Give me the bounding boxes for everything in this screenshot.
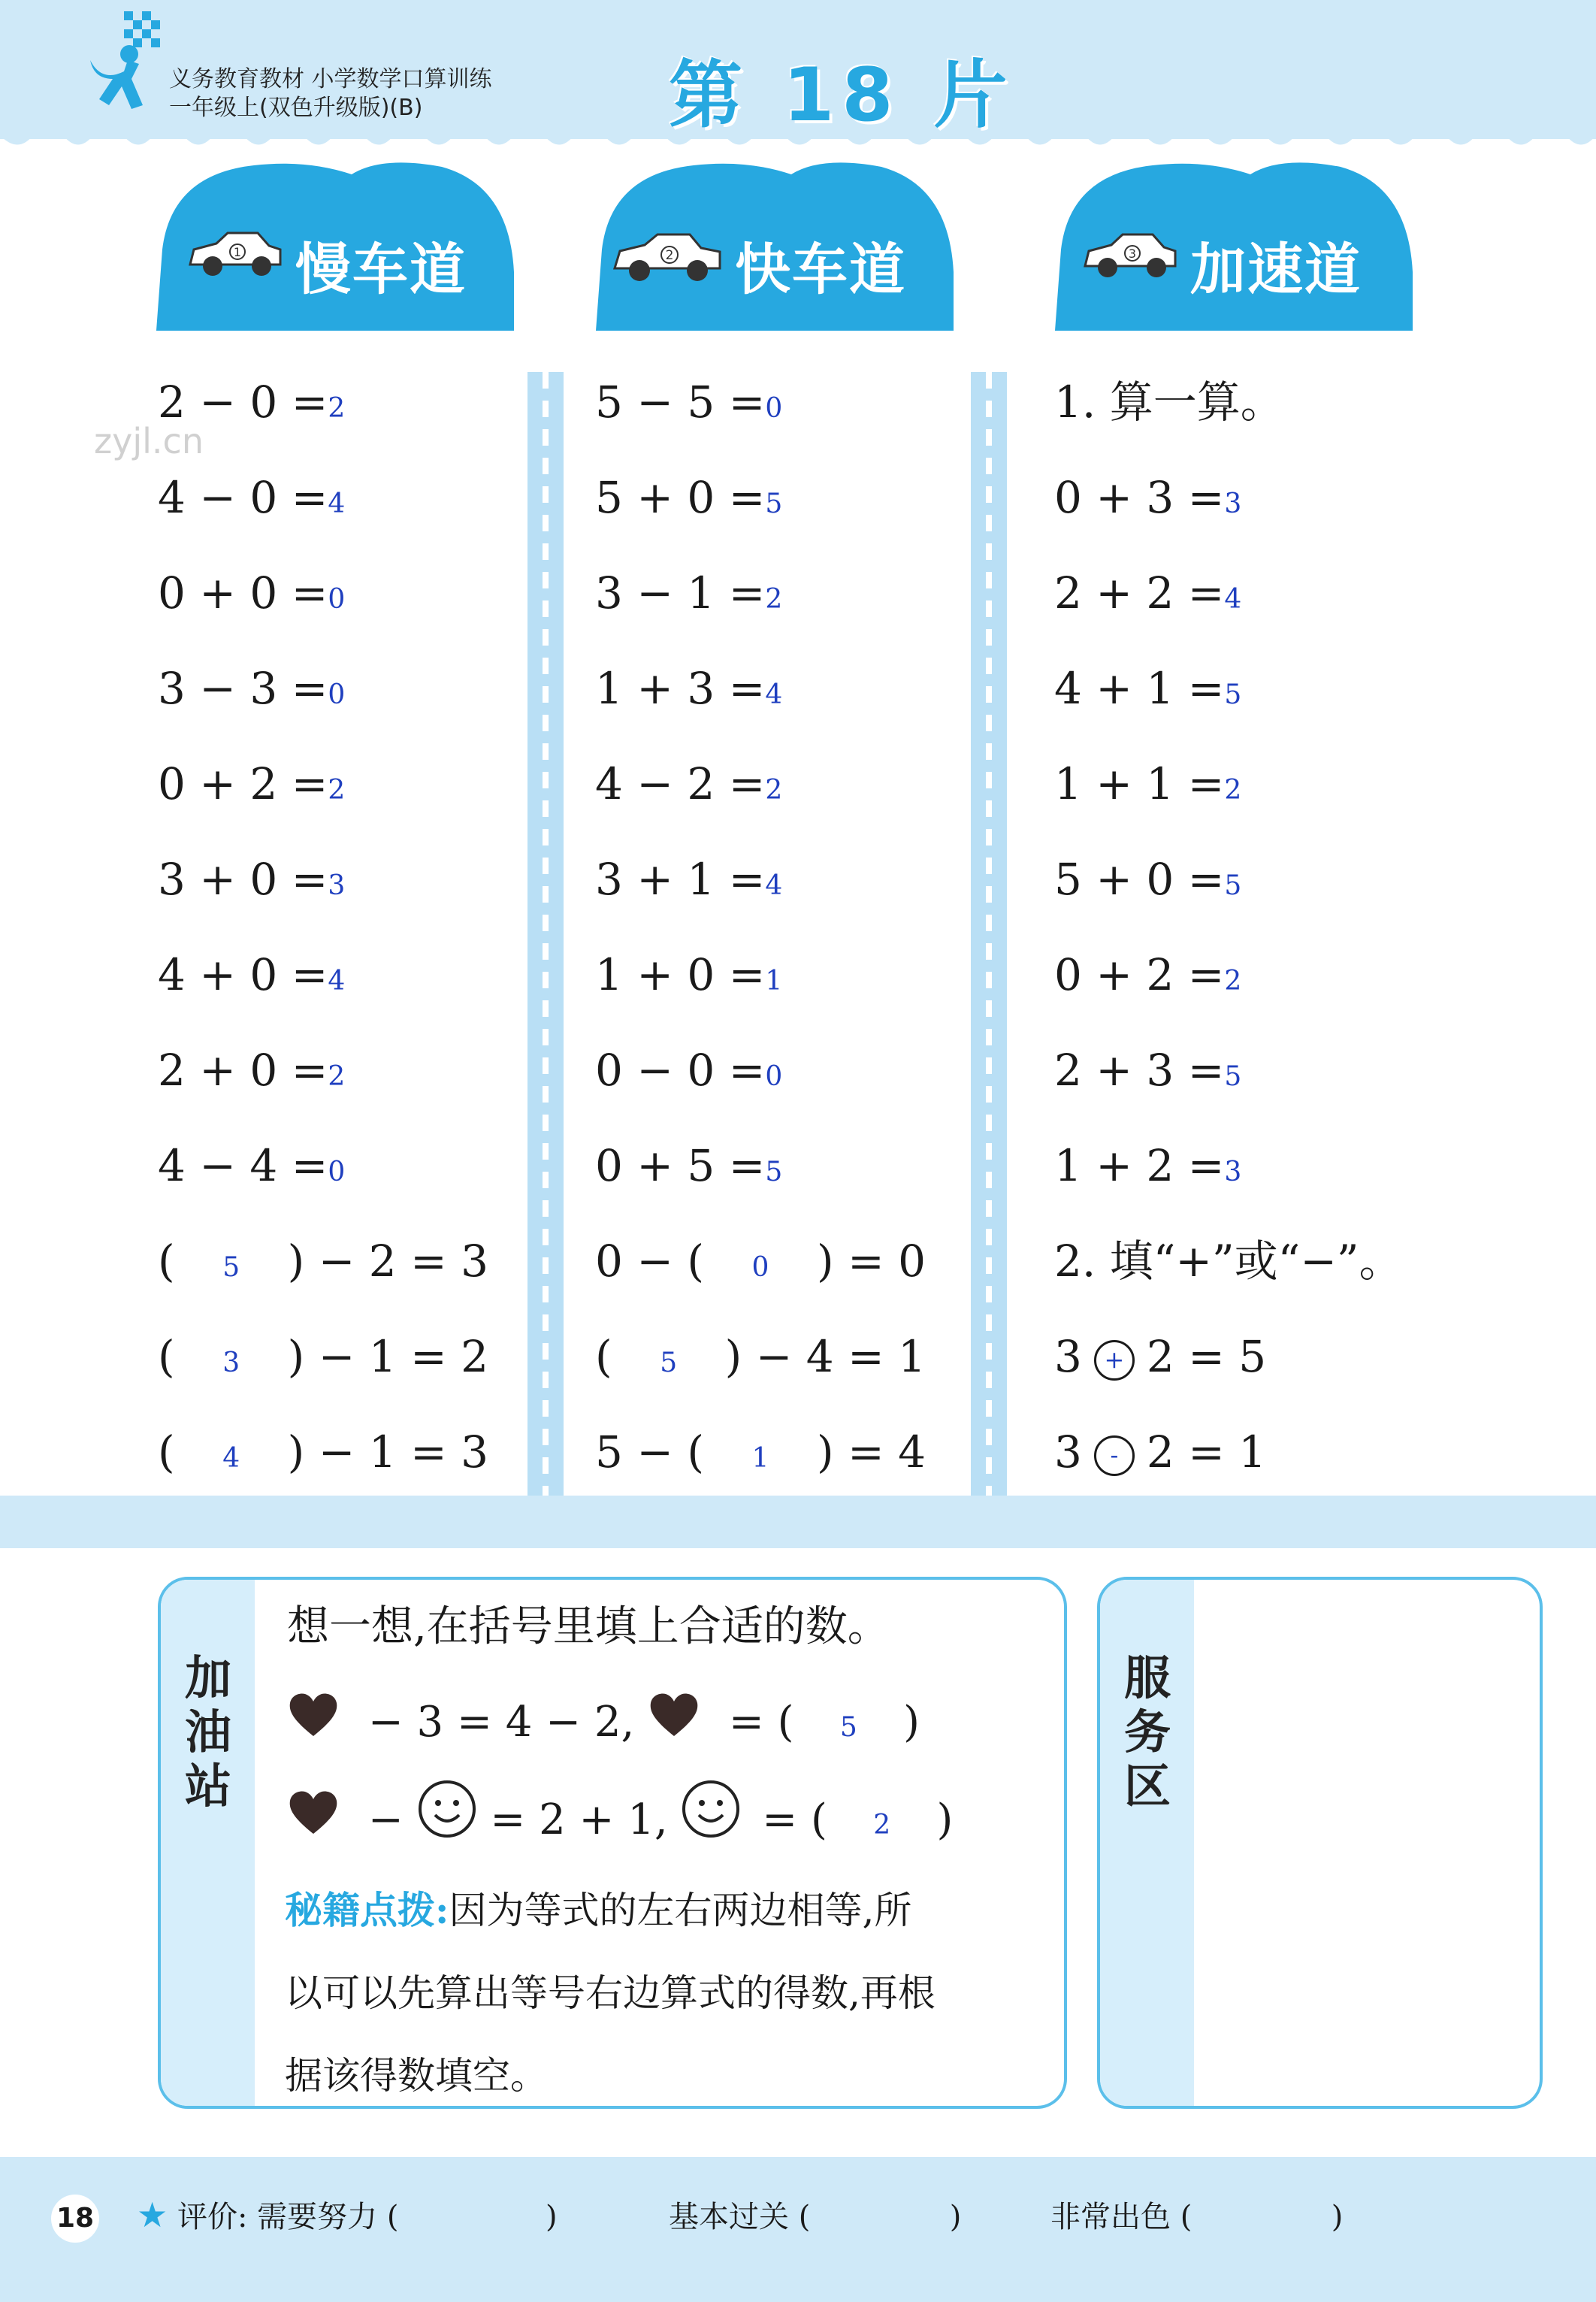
answer[interactable]: 2 xyxy=(1224,775,1242,806)
answer[interactable]: 3 xyxy=(222,1348,240,1378)
equation-row: 3 − 3 =0 xyxy=(158,663,346,714)
answer[interactable]: 5 xyxy=(765,1157,783,1187)
heart-icon xyxy=(287,1684,340,1767)
refuel-label: 加油站 xyxy=(184,1650,231,1813)
equation-row: 4 + 0 =4 xyxy=(158,949,346,1000)
equation-row: 5 + 0 =5 xyxy=(1054,854,1242,905)
answer[interactable]: 4 xyxy=(765,870,783,901)
equation-row: 2 + 0 =2 xyxy=(158,1045,346,1096)
answer[interactable]: 3 xyxy=(1224,1157,1242,1187)
answer[interactable]: 4 xyxy=(222,1443,240,1474)
answer[interactable]: 0 xyxy=(765,1061,783,1092)
answer[interactable]: 5 xyxy=(765,489,783,519)
answer[interactable]: 2 xyxy=(873,1810,891,1841)
equation-row: 3 − 1 =2 xyxy=(595,567,783,619)
answer[interactable]: 3 xyxy=(328,870,346,901)
question-title: 2. 填“+”或“−”。 xyxy=(1054,1236,1403,1287)
race-car-icon xyxy=(611,227,724,287)
watermark: zyjl.cn xyxy=(94,421,204,461)
equation-row: 1 + 3 =4 xyxy=(595,663,783,714)
star-icon: ★ xyxy=(137,2195,168,2235)
refuel-panel xyxy=(158,1577,1067,2109)
car-number: 1 xyxy=(233,245,242,259)
puzzle-line-2: − = 2 + 1, = ( 2 ) xyxy=(287,1779,953,1867)
equation-row: 4 − 4 =0 xyxy=(158,1140,346,1191)
answer[interactable]: 3 xyxy=(1224,489,1242,519)
question-title: 1. 算一算。 xyxy=(1054,377,1284,428)
lane-label-speed: 加速道 xyxy=(1190,237,1362,302)
blank-row: ( 4 ) − 1 = 3 xyxy=(158,1422,579,1517)
book-title-line1: 义务教育教材 小学数学口算训练 xyxy=(169,66,492,92)
equation-row: 2 + 2 =4 xyxy=(1054,567,1242,619)
equation-row: 4 + 1 =5 xyxy=(1054,663,1242,714)
tip-line-3: 据该得数填空。 xyxy=(285,2054,548,2098)
answer[interactable]: 0 xyxy=(765,393,783,424)
answer[interactable]: 5 xyxy=(1224,1061,1242,1092)
equation-row: 0 + 2 =2 xyxy=(158,758,346,809)
refuel-prompt: 想一想,在括号里填上合适的数。 xyxy=(287,1602,890,1651)
smiley-icon xyxy=(417,1779,477,1867)
equation-row: 4 − 2 =2 xyxy=(595,758,783,809)
page-title: 第 18 片 xyxy=(669,53,1015,138)
speed-lane-column xyxy=(1054,372,1475,1517)
answer[interactable]: 1 xyxy=(765,966,783,997)
answer[interactable]: 2 xyxy=(765,584,783,615)
answer[interactable]: 0 xyxy=(328,584,346,615)
answer[interactable]: 4 xyxy=(765,679,783,710)
sign-row: 3 + 2 = 5 xyxy=(1054,1331,1267,1382)
answer[interactable]: 2 xyxy=(765,775,783,806)
answer[interactable]: 4 xyxy=(328,489,346,519)
lane-tab-fast xyxy=(596,159,954,331)
lane-label-slow: 慢车道 xyxy=(295,237,467,302)
answer[interactable]: 1 xyxy=(751,1443,769,1474)
answer[interactable]: 4 xyxy=(1224,584,1242,615)
service-writing-area[interactable] xyxy=(1194,1580,1537,2106)
blank-row: 0 − ( 0 ) = 0 xyxy=(595,1231,1016,1326)
equation-row: 0 − 0 =0 xyxy=(595,1045,783,1096)
equation-row: 5 − 5 =0 xyxy=(595,377,783,428)
blank-row: ( 5 ) − 2 = 3 xyxy=(158,1231,579,1326)
answer[interactable]: 0 xyxy=(328,679,346,710)
answer[interactable]: 4 xyxy=(328,966,346,997)
slow-lane-column xyxy=(158,372,579,1517)
answer[interactable]: 5 xyxy=(660,1348,678,1378)
tip-line-2: 以可以先算出等号右边算式的得数,再根 xyxy=(285,1971,936,2015)
service-label: 服务区 xyxy=(1123,1650,1171,1813)
equation-row: 1 + 1 =2 xyxy=(1054,758,1242,809)
equation-row: 0 + 0 =0 xyxy=(158,567,346,619)
rating-basic: 基本过关 ( ) xyxy=(669,2200,962,2234)
lane-label-fast: 快车道 xyxy=(735,237,906,302)
equation-row: 1 + 0 =1 xyxy=(595,949,783,1000)
answer[interactable]: 5 xyxy=(222,1252,240,1283)
answer[interactable]: 0 xyxy=(328,1157,346,1187)
car-number: 2 xyxy=(665,248,674,263)
blank-row: ( 3 ) − 1 = 2 xyxy=(158,1326,579,1422)
equation-row: 5 + 0 =5 xyxy=(595,472,783,523)
sign-circle[interactable]: - xyxy=(1094,1435,1135,1476)
puzzle-line-1: − 3 = 4 − 2, = ( 5 ) xyxy=(287,1681,920,1769)
equation-row: 0 + 5 =5 xyxy=(595,1140,783,1191)
tip-label: 秘籍点拨: xyxy=(285,1888,449,1932)
blank-row: 5 − ( 1 ) = 4 xyxy=(595,1422,1016,1517)
answer[interactable]: 0 xyxy=(751,1252,769,1283)
blank-row: ( 5 ) − 4 = 1 xyxy=(595,1326,1016,1422)
heart-icon xyxy=(648,1684,700,1767)
answer[interactable]: 5 xyxy=(1224,679,1242,710)
section-band xyxy=(0,1496,1596,1548)
equation-row: 2 + 3 =5 xyxy=(1054,1045,1242,1096)
tip-line-1: 秘籍点拨:因为等式的左右两边相等,所 xyxy=(285,1888,912,1932)
heart-icon xyxy=(287,1782,340,1865)
race-car-icon xyxy=(1081,228,1179,281)
book-title-line2: 一年级上(双色升级版)(B) xyxy=(169,95,423,121)
fast-lane-column xyxy=(595,372,1016,1517)
equation-row: 3 + 0 =3 xyxy=(158,854,346,905)
answer[interactable]: 2 xyxy=(328,1061,346,1092)
equation-row: 2 − 0 =2 xyxy=(158,377,346,428)
answer[interactable]: 2 xyxy=(328,775,346,806)
answer[interactable]: 2 xyxy=(328,393,346,424)
equation-row: 4 − 0 =4 xyxy=(158,472,346,523)
equation-row: 1 + 2 =3 xyxy=(1054,1140,1242,1191)
page-number: 18 xyxy=(51,2195,99,2243)
smiley-icon xyxy=(681,1779,741,1867)
service-panel xyxy=(1097,1577,1543,2109)
mascot-logo-icon xyxy=(83,8,165,113)
answer[interactable]: 5 xyxy=(839,1712,857,1743)
lane-tab-slow xyxy=(156,159,514,331)
car-number: 3 xyxy=(1128,247,1137,261)
rating-excellent: 非常出色 ( ) xyxy=(1050,2200,1344,2234)
equation-row: 3 + 1 =4 xyxy=(595,854,783,905)
equation-row: 0 + 2 =2 xyxy=(1054,949,1242,1000)
equation-row: 0 + 3 =3 xyxy=(1054,472,1242,523)
evaluation-row: ★ 评价: 需要努力 ( ) xyxy=(137,2195,558,2235)
race-car-icon xyxy=(186,227,284,280)
answer[interactable]: 2 xyxy=(1224,966,1242,997)
lane-tab-speed xyxy=(1055,159,1413,331)
answer[interactable]: 5 xyxy=(1224,870,1242,901)
sign-row: 3 - 2 = 1 xyxy=(1054,1426,1267,1478)
sign-circle[interactable]: + xyxy=(1094,1340,1135,1381)
